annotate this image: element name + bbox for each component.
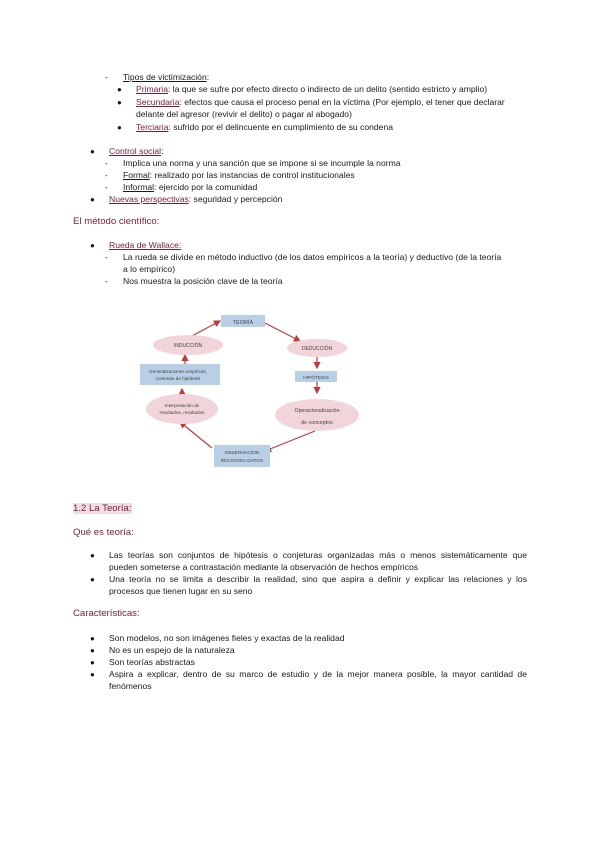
bullet-marker: ● — [117, 85, 122, 94]
caracteristicas-heading: Características: — [73, 608, 140, 619]
dash-marker: - — [105, 252, 108, 262]
rueda-item-2: Nos muestra la posición clave de la teoría — [123, 276, 283, 286]
teoria-label: TEORÍA — [232, 320, 254, 326]
control-item-formal: Formal: realizado por las instancias de control institucionales — [123, 170, 355, 180]
metodo-heading: El método científico: — [73, 216, 160, 227]
rueda-title: Rueda de Wallace: — [109, 240, 182, 250]
wallace-wheel-diagram — [140, 305, 370, 477]
bullet-marker: ● — [90, 670, 95, 679]
operacionalizacion-label-2: de conceptos — [301, 420, 333, 426]
victim-item-secundaria: Secundaria: efectos que causa el proceso penal en la víctima (Por ejemplo, el tener que declarar — [136, 97, 505, 107]
bullet-marker: ● — [90, 551, 95, 560]
control-title-line: Control social: — [109, 146, 164, 156]
dash-marker: - — [105, 72, 108, 82]
victim-item-primaria: Primaria: la que se sufre por efecto directo o indirecto de un delito (sentido estricto y amplio) — [136, 84, 488, 94]
caracteristica-item: No es un espejo de la naturaleza — [109, 645, 235, 655]
observacion-label-2: RECOGIDA DATOS — [220, 459, 264, 464]
caracteristica-item: Son modelos, no son imágenes fieles y exactas de la realidad — [109, 633, 345, 643]
nuevas-perspectivas: Nuevas perspectivas: seguridad y percepción — [109, 194, 283, 204]
bullet-marker: ● — [117, 98, 122, 107]
teoria-bullet-2-cont: procesos que tienen lugar en su seno — [109, 586, 253, 596]
dash-marker: - — [105, 170, 108, 180]
que-es-heading: Qué es teoría: — [73, 527, 134, 538]
generalizaciones-box — [140, 364, 220, 385]
dash-marker: - — [105, 276, 108, 286]
generalizaciones-label-1: Generalizaciones empíricas, — [149, 369, 207, 374]
control-item-informal: Informal: ejercido por la comunidad — [123, 182, 258, 192]
interpretacion-label-1: Interpretación de — [164, 403, 200, 408]
victim-title-line: Tipos de victimización: — [123, 72, 210, 82]
caracteristica-item: Aspira a explicar, dentro de su marco de estudio y de la mejor manera posible, la mayor cantidad de — [109, 669, 527, 679]
generalizaciones-label-2: contraste de hipótesis — [155, 376, 201, 381]
rueda-item-1-cont: a lo empírico) — [123, 264, 176, 274]
bullet-marker: ● — [90, 634, 95, 643]
interpretacion-ellipse — [146, 394, 218, 424]
dash-marker: - — [105, 158, 108, 168]
rueda-item-1: La rueda se divide en método inductivo (de los datos empíricos a la teoría) y deductivo (de la teoría — [123, 252, 502, 262]
operacionalizacion-label-1: Operacionalización — [294, 408, 340, 414]
deduccion-label: DEDUCCIÓN — [301, 346, 333, 352]
teoria-bullet-2: Una teoría no se limita a describir la realidad, sino que aspira a definir y explicar las relaciones y los — [109, 574, 527, 584]
caracteristica-item: Son teorías abstractas — [109, 657, 195, 667]
bullet-marker: ● — [90, 241, 95, 250]
control-item: Implica una norma y una sanción que se impone si se incumple la norma — [123, 158, 401, 168]
teoria-heading: 1.2 La Teoría: — [73, 503, 132, 514]
bullet-marker: ● — [90, 658, 95, 667]
observacion-label-1: OBSERVACIÓN — [224, 451, 260, 456]
teoria-bullet-1-cont: pueden someterse a contrastación mediante la observación de hechos empíricos — [109, 562, 419, 572]
induccion-label: INDUCCIÓN — [173, 343, 203, 349]
bullet-marker: ● — [90, 575, 95, 584]
caracteristica-item-cont: fenómenos — [109, 681, 152, 691]
victim-title: Tipos de victimización — [123, 72, 207, 82]
teoria-bullet-1: Las teorías son conjuntos de hipótesis o conjeturas organizadas más o menos sistemáticamente que — [109, 550, 527, 560]
hipotesis-label: HIPÓTESIS — [303, 376, 329, 381]
bullet-marker: ● — [90, 646, 95, 655]
bullet-marker: ● — [90, 195, 95, 204]
bullet-marker: ● — [90, 147, 95, 156]
control-title: Control social — [109, 146, 162, 156]
victim-item-secundaria-cont: delante del agresor (revivir el delito) o pagar al abogado) — [136, 109, 352, 119]
victim-item-terciaria: Terciaria: sufrido por el delincuente en cumplimiento de su condena — [136, 122, 394, 132]
interpretacion-label-2: resultados, resultados — [159, 410, 205, 415]
dash-marker: - — [105, 182, 108, 192]
operacionalizacion-ellipse — [275, 399, 359, 431]
bullet-marker: ● — [117, 123, 122, 132]
